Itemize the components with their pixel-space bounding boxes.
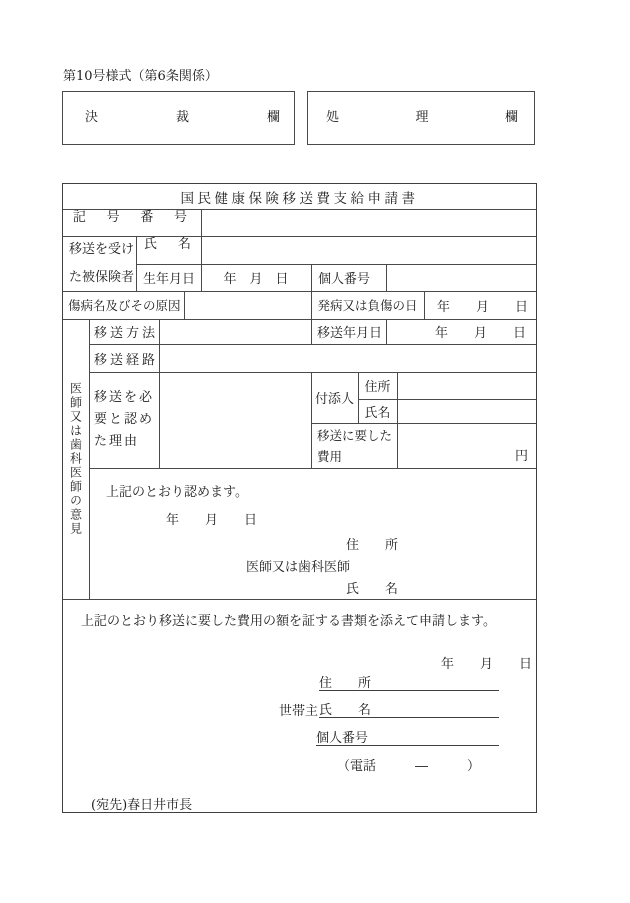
addressee: (宛先)春日井市長 [91,798,193,813]
doctor-title-label: 医師又は歯科医師 [246,560,351,575]
application-address-line: 住 所 [319,672,499,691]
rule [63,599,536,600]
serial-number-value [201,209,536,236]
form-number-note: 第10号様式（第6条関係） [63,69,218,84]
doctor-statement: 上記のとおり認めます。 [106,485,248,500]
attendant-name-label: 氏名 [364,405,391,421]
phone-label: （電話 ― ） [337,759,481,774]
application-statement: 上記のとおり移送に要した費用の額を証する書類を添えて申請します。 [81,614,496,629]
application-personal-number-line: 個人番号 [316,727,499,746]
insured-person-label: 移送を受け た被保険者 [69,241,135,285]
onset-date-value: 年 月 日 [436,299,528,315]
insured-name-label: 氏 名 [144,237,191,252]
process-box [307,91,535,145]
doctor-name-label: 氏 名 [346,582,399,597]
householder-name-line: 氏 名 [319,699,499,718]
doctor-address-label: 住 所 [346,538,399,553]
transfer-cost-label: 移送に要した 費用 [317,427,393,464]
attendant-name-value [397,399,536,423]
injury-name-label: 傷病名及びその原因 [68,298,181,313]
transfer-route-label: 移送経路 [94,352,159,368]
decision-box-label: 決 裁 欄 [85,110,280,125]
transfer-reason-value [159,372,311,468]
attendant-label: 付添人 [314,392,354,407]
attendant-address-label: 住所 [364,380,391,395]
householder-label: 世帯主 [279,704,319,719]
cost-unit-yen: 円 [514,449,528,464]
birth-date-value: 年 月 日 [223,272,289,287]
application-form-table [62,183,537,813]
serial-number-label: 記 号 番 号 [73,209,187,225]
attendant-address-value [397,372,536,399]
transfer-route-value [159,344,536,372]
application-date: 年 月 日 [441,657,533,672]
doctor-opinion-column-label: 医師又は歯科医師の意見 [68,382,83,536]
transfer-cost-value [397,423,536,468]
doctor-date: 年 月 日 [166,513,258,528]
personal-number-value [386,264,536,291]
transfer-date-label: 移送年月日 [317,326,383,341]
personal-number-label: 個人番号 [318,272,371,287]
process-box-label: 処 理 欄 [326,110,518,125]
transfer-method-label: 移送方法 [94,326,159,341]
injury-name-value [184,291,311,319]
decision-box [62,91,295,145]
onset-date-label: 発病又は負傷の日 [317,298,418,313]
transfer-method-value [159,319,311,344]
transfer-reason-label: 移送を必 要と認め た理由 [94,390,155,449]
form-title: 国民健康保険移送費支給申請書 [180,190,419,207]
transfer-date-value: 年 月 日 [434,326,526,341]
insured-name-value [201,236,536,264]
birth-date-label: 生年月日 [143,272,196,287]
rule [89,468,536,469]
